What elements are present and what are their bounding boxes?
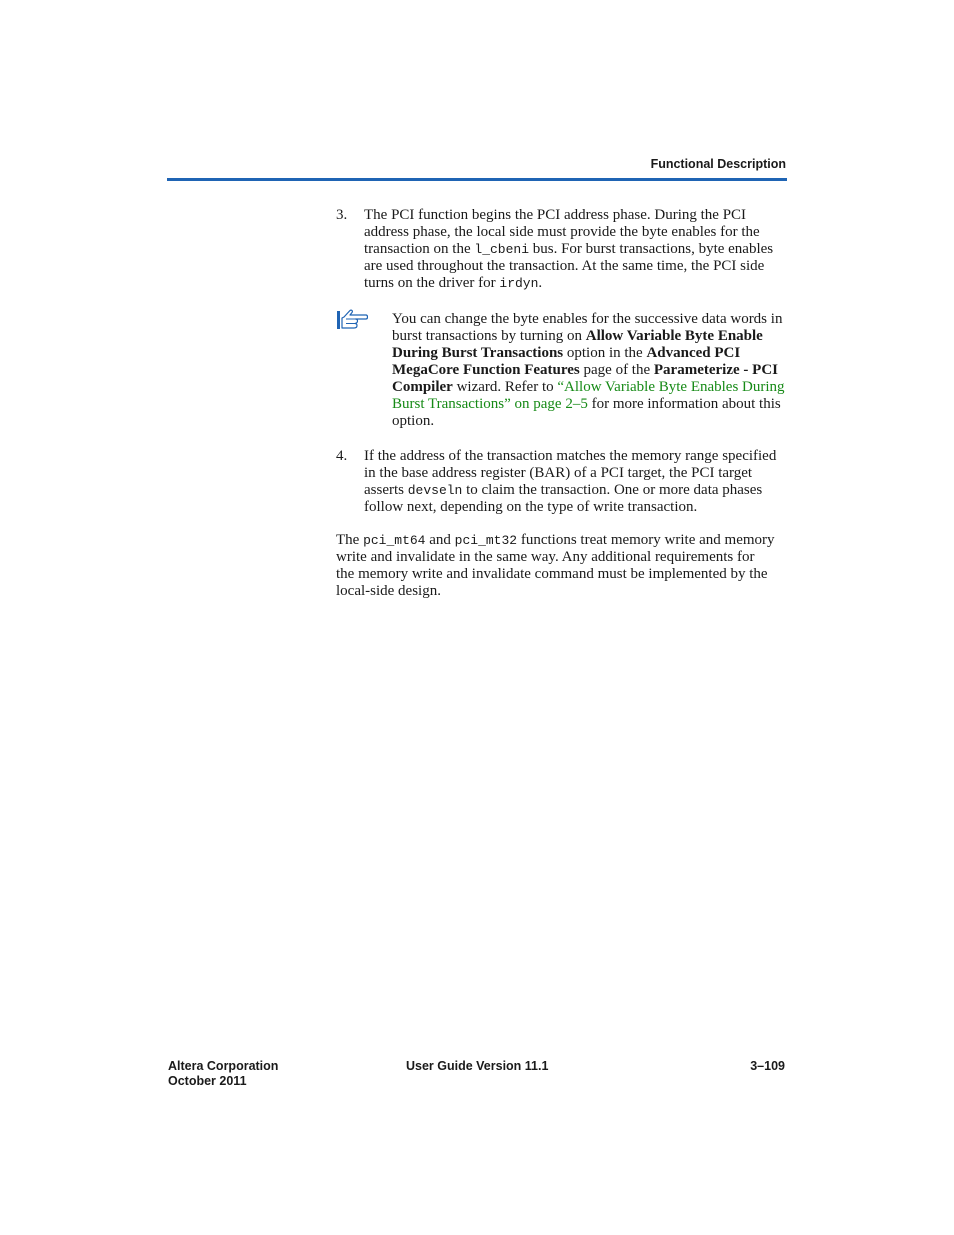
pointing-hand-icon: [336, 309, 368, 331]
code-pci-mt64: pci_mt64: [363, 533, 426, 548]
footer-date: October 2011: [168, 1074, 247, 1088]
list-number: 3.: [336, 207, 348, 223]
footer-page-number: 3–109: [750, 1059, 785, 1073]
footer-left: [168, 1059, 278, 1089]
running-header-title: Functional Description: [650, 157, 786, 171]
code-pci-mt32: pci_mt32: [454, 533, 518, 548]
list-item-text: The PCI function begins the PCI address phase. During the PCI address phase, the local side must provide the byte enables for the transaction on the l_cbeni bus. For burst transactions, byte enables are used throughout the transaction. At the same time, the PCI side turns on the driver for irdyn.: [364, 207, 774, 291]
code-l-cbeni: l_cbeni: [474, 242, 529, 257]
page-name: Advanced PCI MegaCore Function Features: [392, 345, 741, 378]
header-rule: [167, 178, 787, 181]
wizard-name: Parameterize - PCI Compiler: [392, 362, 778, 395]
code-devseln: devseln: [407, 483, 463, 498]
footer-company: Altera Corporation: [168, 1059, 279, 1073]
code-irdyn: irdyn: [499, 276, 539, 291]
body-paragraph: The pci_mt64 and pci_mt32 functions treat memory write and memory write and invalidate in the same way. Any additional requirements for the memory write and invalidate command must be implemented by the local-side design.: [336, 532, 775, 599]
cross-reference-link[interactable]: “Allow Variable Byte Enables During Burst Transactions” on page 2–5: [392, 379, 785, 412]
footer-guide-version: User Guide Version 11.1: [406, 1059, 549, 1073]
option-name: Allow Variable Byte Enable During Burst Transactions: [392, 328, 763, 361]
list-item-text: If the address of the transaction matches the memory range specified in the base address register (BAR) of a PCI target, the PCI target asserts devseln to claim the transaction. One or more data phases follow next, depending on the type of write transaction.: [364, 448, 777, 515]
note-text: You can change the byte enables for the successive data words in burst transactions by turning on Allow Variable Byte Enable During Burst Transactions option in the Advanced PCI MegaCore Function Features page of the Parameterize - PCI Compiler wizard. Refer to “Allow Variable Byte Enables During Burst Transactions” on page 2–5 for more information about this option.: [392, 311, 785, 429]
list-number: 4.: [336, 448, 348, 464]
